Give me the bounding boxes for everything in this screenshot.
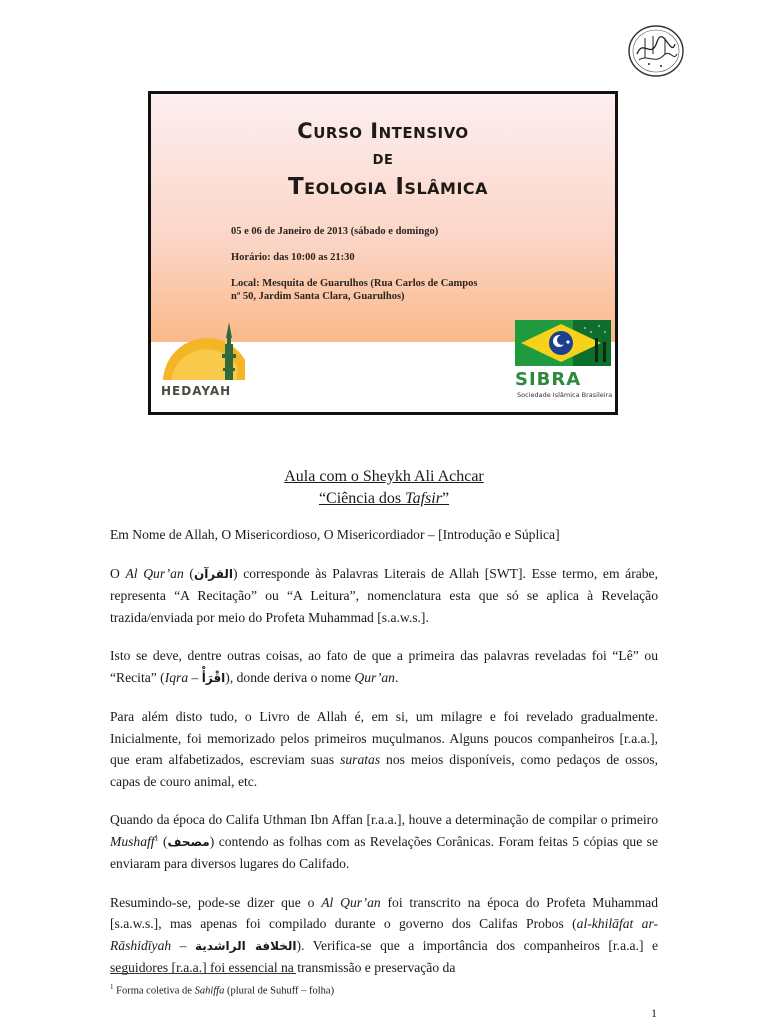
banner-dates: 05 e 06 de Janeiro de 2013 (sábado e domingo) — [231, 226, 439, 237]
lecture-heading — [0, 466, 768, 510]
banner-location-line2: nº 50, Jardim Santa Clara, Guarulhos) — [231, 291, 405, 302]
sibra-logo-subtitle: Sociedade Islâmica Brasileira — [517, 391, 613, 399]
paragraph-4: Quando da época do Califa Uthman Ibn Affan [r.a.a.], houve a determinação de compilar o primeiro Mushaff$^1$ (مصحف) contendo as folhas com as Revelações Corânicas. Foram feitas 5 cópias que se enviaram para diversos lugares do Califado. — [110, 812, 658, 871]
document-body — [110, 524, 658, 996]
banner-title — [151, 116, 615, 204]
banner-schedule: Horário: das 10:00 as 21:30 — [231, 252, 355, 263]
intro-paragraph: Em Nome de Allah, O Misericordioso, O Misericordiador – [Introdução e Súplica] — [110, 527, 560, 542]
banner-title-line3: Teologia Islâmica — [287, 174, 489, 200]
banner-title-line2: de — [372, 147, 394, 169]
banner-info — [231, 225, 571, 303]
course-banner — [148, 91, 618, 415]
paragraph-5: Resumindo-se, pode-se dizer que o Al Qur’an foi transcrito na época do Profeta Muhammad [s.a.w.s.], mas apenas foi compilado durante o governo dos Califas Probos (al-khilāfat ar-Rāshidīyah – الخلافة الراشدية). Verifica-se que a importância dos companheiros [r.a.a.] e seguidores [r.a.a.] foi essencial na transmissão e preservação da — [110, 894, 659, 975]
sibra-logo-text: SIBRA — [515, 369, 582, 390]
banner-location-line1: Local: Mesquita de Guarulhos (Rua Carlos de Campos — [231, 278, 478, 289]
page-number: 1 — [651, 1006, 657, 1020]
footnote-ref: 1 — [154, 832, 159, 842]
bismillah-seal-logo — [627, 24, 685, 78]
paragraph-2: Isto se deve, dentre outras coisas, ao fato de que a primeira das palavras reveladas foi “Lê” ou “Recita” (Iqra – اقْرَأْ), donde deriva o nome Qur’an. — [110, 648, 658, 685]
lecture-title: Aula com o Sheykh Ali Achcar — [284, 468, 484, 485]
paragraph-1: O Al Qur’an (القرآن) corresponde às Palavras Literais de Allah [SWT]. Esse termo, em árabe, representa “A Recitação” ou “A Leitura”, nomenclatura esta que só se aplica à Revelação trazida/enviada por meio do Profeta Muhammad [s.a.w.s.]. — [110, 565, 658, 625]
footnote: $^1$ Forma coletiva de Sahiffa (plural de Suhuff – folha) — [110, 983, 335, 997]
banner-title-line1: Curso Intensivo — [297, 119, 469, 143]
lecture-subtitle: “Ciência dos Tafsir” — [318, 490, 450, 507]
hedayah-logo-text: HEDAYAH — [161, 384, 232, 398]
footnote-divider — [110, 973, 296, 974]
paragraph-3: Para além disto tudo, o Livro de Allah é, em si, um milagre e foi revelado gradualmente. Inicialmente, foi memorizado pelos primeiros muçulmanos. Alguns poucos companheiros [r.a.a.], que eram alfabetizados, escreviam suas suratas nos meios disponíveis, como pedaços de ossos, capas de couro animal, etc. — [110, 709, 658, 789]
